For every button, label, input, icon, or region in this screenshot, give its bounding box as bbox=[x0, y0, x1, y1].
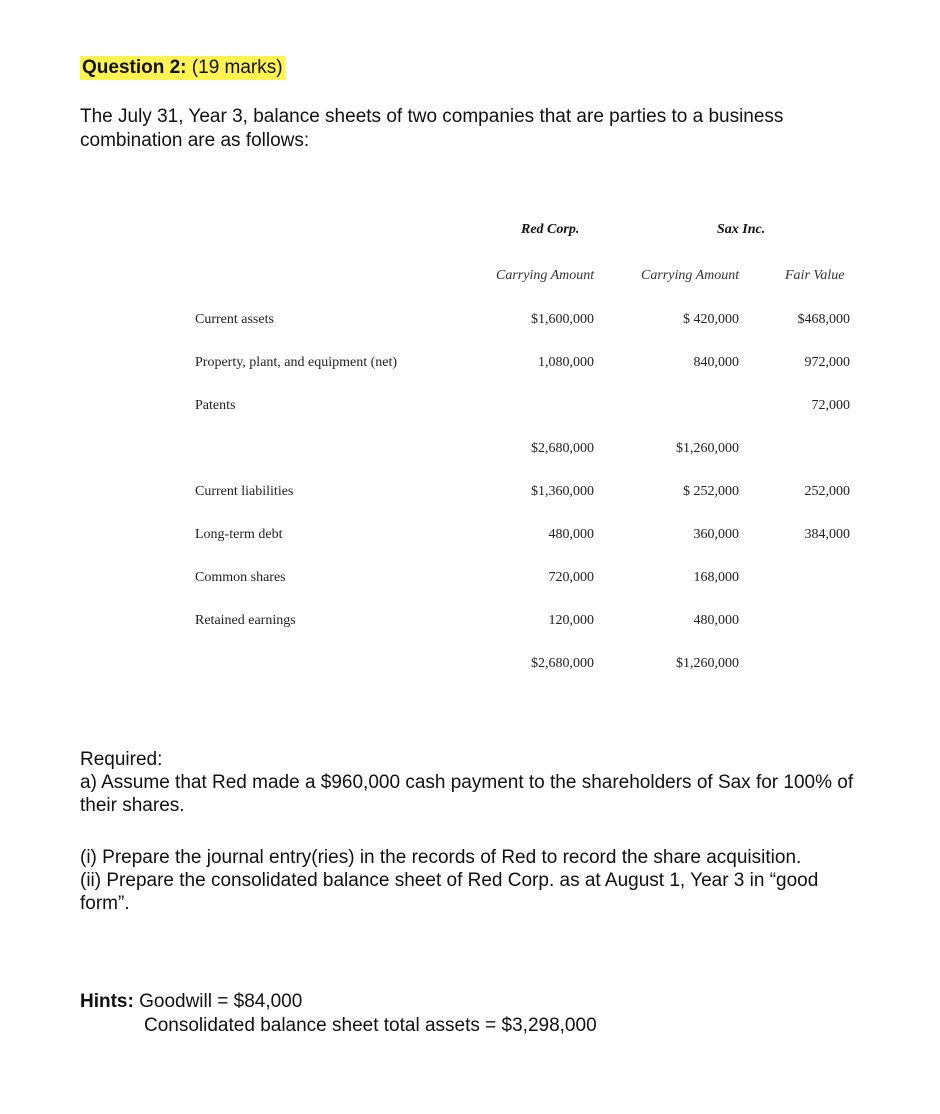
required-section bbox=[80, 748, 870, 817]
required-part-a: a) Assume that Red made a $960,000 cash payment to the shareholders of Sax for 100% of their shares. bbox=[80, 772, 854, 816]
hints-label: Hints: bbox=[80, 991, 134, 1012]
cell-sax-carrying-total: $1,260,000 bbox=[676, 441, 739, 456]
company-red-header: Red Corp. bbox=[521, 222, 580, 237]
hint-goodwill: Goodwill = $84,000 bbox=[139, 991, 303, 1012]
cell-sax-carrying: $ 420,000 bbox=[683, 312, 739, 327]
col-header-sax-fair: Fair Value bbox=[785, 268, 845, 283]
company-sax-header: Sax Inc. bbox=[717, 222, 766, 237]
row-label: Property, plant, and equipment (net) bbox=[195, 355, 398, 370]
cell-red: 120,000 bbox=[548, 613, 594, 628]
question-heading bbox=[80, 56, 285, 80]
cell-sax-carrying: 168,000 bbox=[693, 570, 739, 585]
cell-sax-carrying: $ 252,000 bbox=[683, 484, 739, 499]
cell-red: 720,000 bbox=[548, 570, 594, 585]
row-label: Common shares bbox=[195, 570, 286, 585]
question-title: Question 2: bbox=[82, 57, 187, 78]
cell-sax-carrying: 360,000 bbox=[693, 527, 739, 542]
hints-section bbox=[80, 990, 597, 1038]
cell-red-total: $2,680,000 bbox=[531, 441, 594, 456]
cell-sax-fair: 384,000 bbox=[804, 527, 850, 542]
cell-red-total: $2,680,000 bbox=[531, 656, 594, 671]
row-label: Current assets bbox=[195, 312, 274, 327]
cell-sax-carrying-total: $1,260,000 bbox=[676, 656, 739, 671]
intro-text: The July 31, Year 3, balance sheets of two companies that are parties to a business combination are as follows: bbox=[80, 106, 784, 151]
cell-red: $1,360,000 bbox=[531, 484, 594, 499]
tasks-section bbox=[80, 846, 870, 915]
cell-sax-fair: 252,000 bbox=[804, 484, 850, 499]
cell-sax-carrying: 480,000 bbox=[693, 613, 739, 628]
cell-sax-carrying: 840,000 bbox=[693, 355, 739, 370]
row-label: Current liabilities bbox=[195, 484, 294, 499]
row-label: Long-term debt bbox=[195, 527, 283, 542]
cell-red: 480,000 bbox=[548, 527, 594, 542]
col-header-red-carrying: Carrying Amount bbox=[496, 268, 595, 283]
required-heading: Required: bbox=[80, 749, 163, 770]
hint-total-assets: Consolidated balance sheet total assets = $3,298,000 bbox=[144, 1015, 597, 1036]
row-label: Retained earnings bbox=[195, 613, 296, 628]
cell-sax-fair: $468,000 bbox=[797, 312, 850, 327]
cell-red: $1,600,000 bbox=[531, 312, 594, 327]
cell-sax-fair: 72,000 bbox=[811, 398, 850, 413]
cell-sax-fair: 972,000 bbox=[804, 355, 850, 370]
question-marks: (19 marks) bbox=[191, 57, 283, 78]
task-i: (i) Prepare the journal entry(ries) in the records of Red to record the share acquisition. bbox=[80, 847, 802, 868]
col-header-sax-carrying: Carrying Amount bbox=[641, 268, 740, 283]
task-ii: (ii) Prepare the consolidated balance sheet of Red Corp. as at August 1, Year 3 in “good form”. bbox=[80, 870, 819, 914]
row-label: Patents bbox=[195, 398, 236, 413]
cell-red: 1,080,000 bbox=[538, 355, 594, 370]
